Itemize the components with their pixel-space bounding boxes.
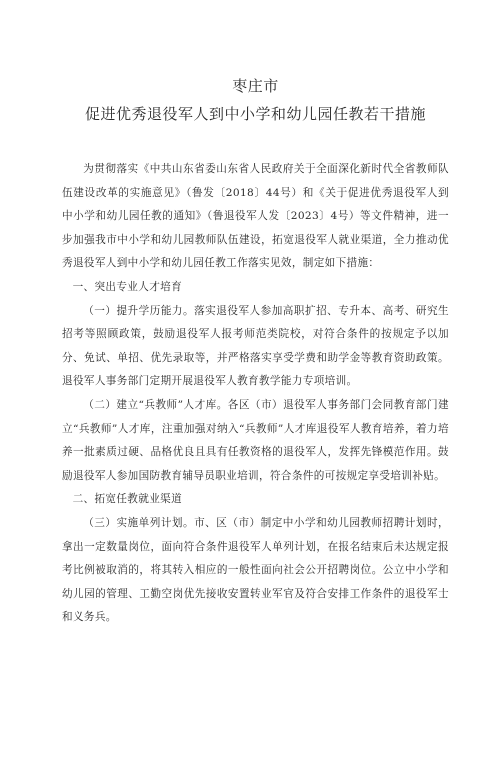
measure-paragraph-3: （三）实施单列计划。市、区（市）制定中小学和幼儿园教师招聘计划时，拿出一定数量岗位，面向符合条件退役军人单列计划，在报名结束后未达规定报考比例被取消的，将其转入相应的一般性面向社会公开招聘岗位。公立中小学和幼儿园的管理、工勤空岗优先接收安置转业军官及符合安排工作条件的退役军士和义务兵。 (62, 516, 449, 624)
section-heading-2: 二、拓宽任教就业渠道 (72, 493, 183, 506)
measure-paragraph-1: （一）提升学历能力。落实退役军人参加高职扩招、专升本、高考、研究生招考等照顾政策，鼓励退役军人报考师范类院校，对符合条件的按规定予以加分、免试、单招、优先录取等，并严格落实享受学费和助学金等教育资助政策。退役军人事务部门定期开展退役军人教育教学能力专项培训。 (62, 304, 449, 388)
measure-paragraph-2: （二）建立“兵教师”人才库。各区（市）退役军人事务部门会同教育部门建立“兵教师”人才库，注重加强对纳入“兵教师”人才库退役军人教育培养，着力培养一批素质过硬、品格优良且具有任教资格的退役军人，发挥先锋模范作用。鼓励退役军人参加国防教育辅导员职业培训，符合条件的可按规定享受培训补贴。 (62, 398, 449, 482)
document-body (62, 158, 449, 630)
document-page (0, 76, 500, 783)
section-heading-1: 一、突出专业人才培育 (72, 280, 183, 293)
intro-paragraph: 为贯彻落实《中共山东省委山东省人民政府关于全面深化新时代全省教师队伍建设改革的实施意见》（鲁发〔2018〕44号）和《关于促进优秀退役军人到中小学和幼儿园任教的通知》（鲁退役军人发〔2023〕4号）等文件精神，进一步加强我市中小学和幼儿园教师队伍建设，拓宽退役军人就业渠道，全力推动优秀退役军人到中小学和幼儿园任教工作落实见效，制定如下措施： (62, 163, 449, 270)
document-title-city: 枣庄市 (232, 77, 279, 95)
document-title: 促进优秀退役军人到中小学和幼儿园任教若干措施 (84, 105, 426, 123)
